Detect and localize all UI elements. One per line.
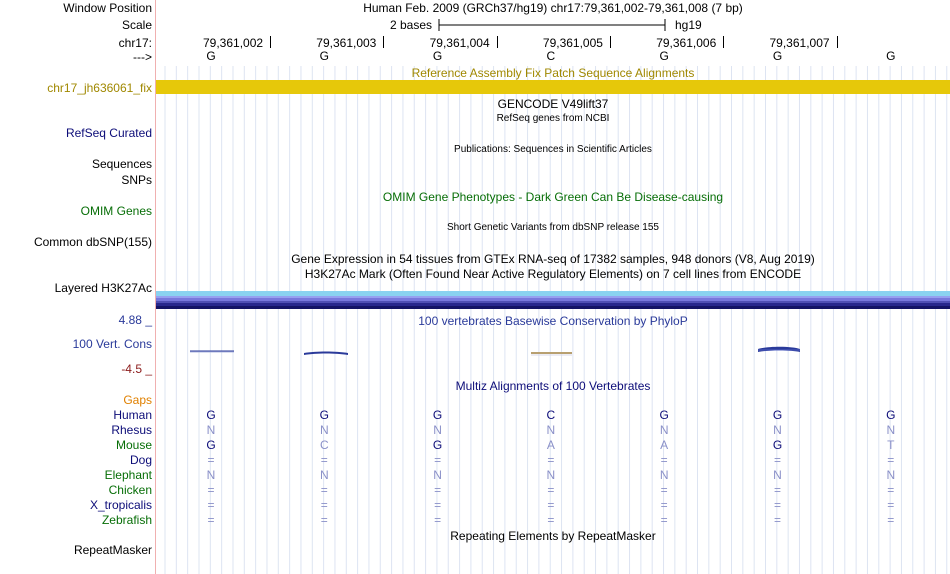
species-label-dog[interactable]: Dog — [129, 453, 152, 467]
alignment-base: G — [772, 408, 783, 422]
alignment-base: G — [432, 408, 443, 422]
alignment-base: A — [660, 438, 669, 452]
alignment-base: = — [547, 453, 555, 467]
alignment-base: N — [319, 468, 329, 482]
alignment-base: G — [659, 408, 669, 422]
alignment-base: N — [886, 468, 896, 482]
ruler-position-label: 79,361,004 — [429, 36, 490, 50]
alignment-base: G — [206, 408, 216, 422]
ruler-tick — [610, 36, 611, 48]
alignment-base: = — [434, 453, 442, 467]
ruler-position-label: 79,361,003 — [316, 36, 377, 50]
alignment-base: = — [434, 498, 442, 512]
alignment-base: G — [206, 438, 216, 452]
dbsnp-label[interactable]: Common dbSNP(155) — [33, 235, 152, 249]
alignment-base: = — [434, 483, 442, 497]
gtex-track-title: Gene Expression in 54 tissues from GTEx RNA-seq of 17382 samples, 948 donors (V8, Aug 2019) — [291, 252, 815, 266]
h3k27ac-label[interactable]: Layered H3K27Ac — [54, 281, 152, 295]
multiz-track-title: Multiz Alignments of 100 Vertebrates — [455, 379, 651, 393]
repeatmasker-label[interactable]: RepeatMasker — [73, 543, 152, 557]
alignment-base: = — [547, 498, 555, 512]
phylop-signal[interactable] — [156, 340, 950, 360]
alignment-base: = — [207, 453, 215, 467]
alignment-base: = — [887, 498, 895, 512]
alignment-base: T — [887, 438, 895, 452]
alignment-base: N — [206, 468, 216, 482]
ruler-position-label: 79,361,005 — [542, 36, 603, 50]
h3k27ac-track-title: H3K27Ac Mark (Often Found Near Active Regulatory Elements) on 7 cell lines from ENCODE — [304, 267, 802, 281]
species-label-rhesus[interactable]: Rhesus — [111, 423, 152, 437]
ruler-position-label: 79,361,007 — [769, 36, 830, 50]
species-label-elephant[interactable]: Elephant — [104, 468, 152, 482]
phylop-label[interactable]: 100 Vert. Cons — [72, 337, 152, 351]
phylop-track-title: 100 vertebrates Basewise Conservation by PhyloP — [418, 314, 688, 328]
alignment-base: A — [546, 438, 555, 452]
alignment-base: N — [206, 423, 216, 437]
alignment-base: N — [546, 423, 556, 437]
fix-patch-alignment-bar[interactable] — [156, 80, 950, 94]
species-label-human[interactable]: Human — [113, 408, 152, 422]
phylop-min-label: -4.5 _ — [121, 362, 152, 376]
alignment-base: = — [320, 483, 328, 497]
alignment-base: G — [319, 408, 329, 422]
alignment-base: = — [773, 498, 781, 512]
alignment-base: N — [659, 468, 669, 482]
alignment-base: = — [207, 498, 215, 512]
dbsnp-track-title: Short Genetic Variants from dbSNP release 155 — [447, 222, 659, 233]
alignment-base: = — [547, 483, 555, 497]
alignment-base: N — [546, 468, 556, 482]
ruler-tick — [383, 36, 384, 48]
alignment-base: N — [773, 423, 782, 437]
window-position-text: Human Feb. 2009 (GRCh37/hg19) chr17:79,361,002-79,361,008 (7 bp) — [363, 1, 743, 15]
species-label-zebrafish[interactable]: Zebrafish — [101, 513, 152, 527]
alignment-base: C — [546, 408, 556, 422]
ruler-tick — [837, 36, 838, 48]
alignment-base: = — [320, 498, 328, 512]
fix-patch-label[interactable]: chr17_jh636061_fix — [47, 81, 152, 95]
multiz-gaps-label[interactable]: Gaps — [123, 393, 152, 407]
omim-track-title: OMIM Gene Phenotypes - Dark Green Can Be Disease-causing — [382, 190, 724, 204]
fix-patch-track-title: Reference Assembly Fix Patch Sequence Alignments — [411, 66, 695, 80]
species-label-mouse[interactable]: Mouse — [115, 438, 152, 452]
alignment-base: = — [207, 513, 215, 527]
ruler-position-label: 79,361,002 — [203, 36, 264, 50]
alignment-base: = — [660, 453, 668, 467]
reference-base: G — [772, 49, 783, 63]
species-label-chicken[interactable]: Chicken — [108, 483, 152, 497]
reference-base: G — [886, 49, 896, 63]
reference-base: G — [319, 49, 329, 63]
reference-base: C — [546, 49, 556, 63]
reference-base: G — [432, 49, 443, 63]
alignment-base: = — [207, 483, 215, 497]
ruler-position-label: 79,361,006 — [656, 36, 717, 50]
gencode-track-title: GENCODE V49lift37 — [497, 97, 609, 111]
alignment-base: G — [886, 408, 896, 422]
ruler-tick — [270, 36, 271, 48]
window-position-label: Window Position — [63, 1, 152, 15]
alignment-base: = — [887, 513, 895, 527]
browser-track-image[interactable] — [156, 0, 950, 574]
ruler-tick — [723, 36, 724, 48]
alignment-base: = — [887, 453, 895, 467]
alignment-base: = — [773, 483, 781, 497]
reference-base: G — [206, 49, 216, 63]
alignment-base: N — [433, 468, 442, 482]
alignment-base: = — [320, 453, 328, 467]
species-label-x_tropicalis[interactable]: X_tropicalis — [89, 498, 152, 512]
publications-sequences-label[interactable]: Sequences — [91, 157, 152, 171]
alignment-base: = — [547, 513, 555, 527]
h3k27ac-band — [156, 306, 950, 309]
chrom-label: chr17: — [118, 36, 152, 50]
reference-base: G — [659, 49, 669, 63]
omim-label[interactable]: OMIM Genes — [80, 204, 152, 218]
alignment-base: = — [887, 483, 895, 497]
alignment-base: N — [773, 468, 782, 482]
alignment-base: = — [660, 498, 668, 512]
scale-label: Scale — [121, 18, 152, 32]
alignment-base: = — [660, 513, 668, 527]
scale-bar — [438, 18, 668, 32]
alignment-base: G — [772, 438, 783, 452]
ruler-tick — [497, 36, 498, 48]
track-label-column — [0, 0, 155, 574]
refseq-track-title: RefSeq genes from NCBI — [496, 113, 610, 124]
repeatmasker-track-title: Repeating Elements by RepeatMasker — [450, 529, 656, 543]
alignment-base: = — [773, 453, 781, 467]
alignment-base: = — [773, 513, 781, 527]
alignment-base: N — [433, 423, 442, 437]
strand-label: ---> — [133, 50, 152, 64]
alignment-base: G — [432, 438, 443, 452]
alignment-base: N — [886, 423, 896, 437]
alignment-base: N — [659, 423, 669, 437]
alignment-base: = — [434, 513, 442, 527]
scale-text: 2 bases — [390, 18, 433, 32]
alignment-base: = — [660, 483, 668, 497]
assembly-text: hg19 — [675, 18, 702, 32]
publications-track-title: Publications: Sequences in Scientific Articles — [454, 144, 652, 155]
alignment-base: = — [320, 513, 328, 527]
alignment-base: C — [319, 438, 329, 452]
alignment-base: N — [319, 423, 329, 437]
phylop-max-label: 4.88 _ — [118, 313, 152, 327]
refseq-label[interactable]: RefSeq Curated — [65, 126, 152, 140]
snps-label[interactable]: SNPs — [121, 173, 152, 187]
